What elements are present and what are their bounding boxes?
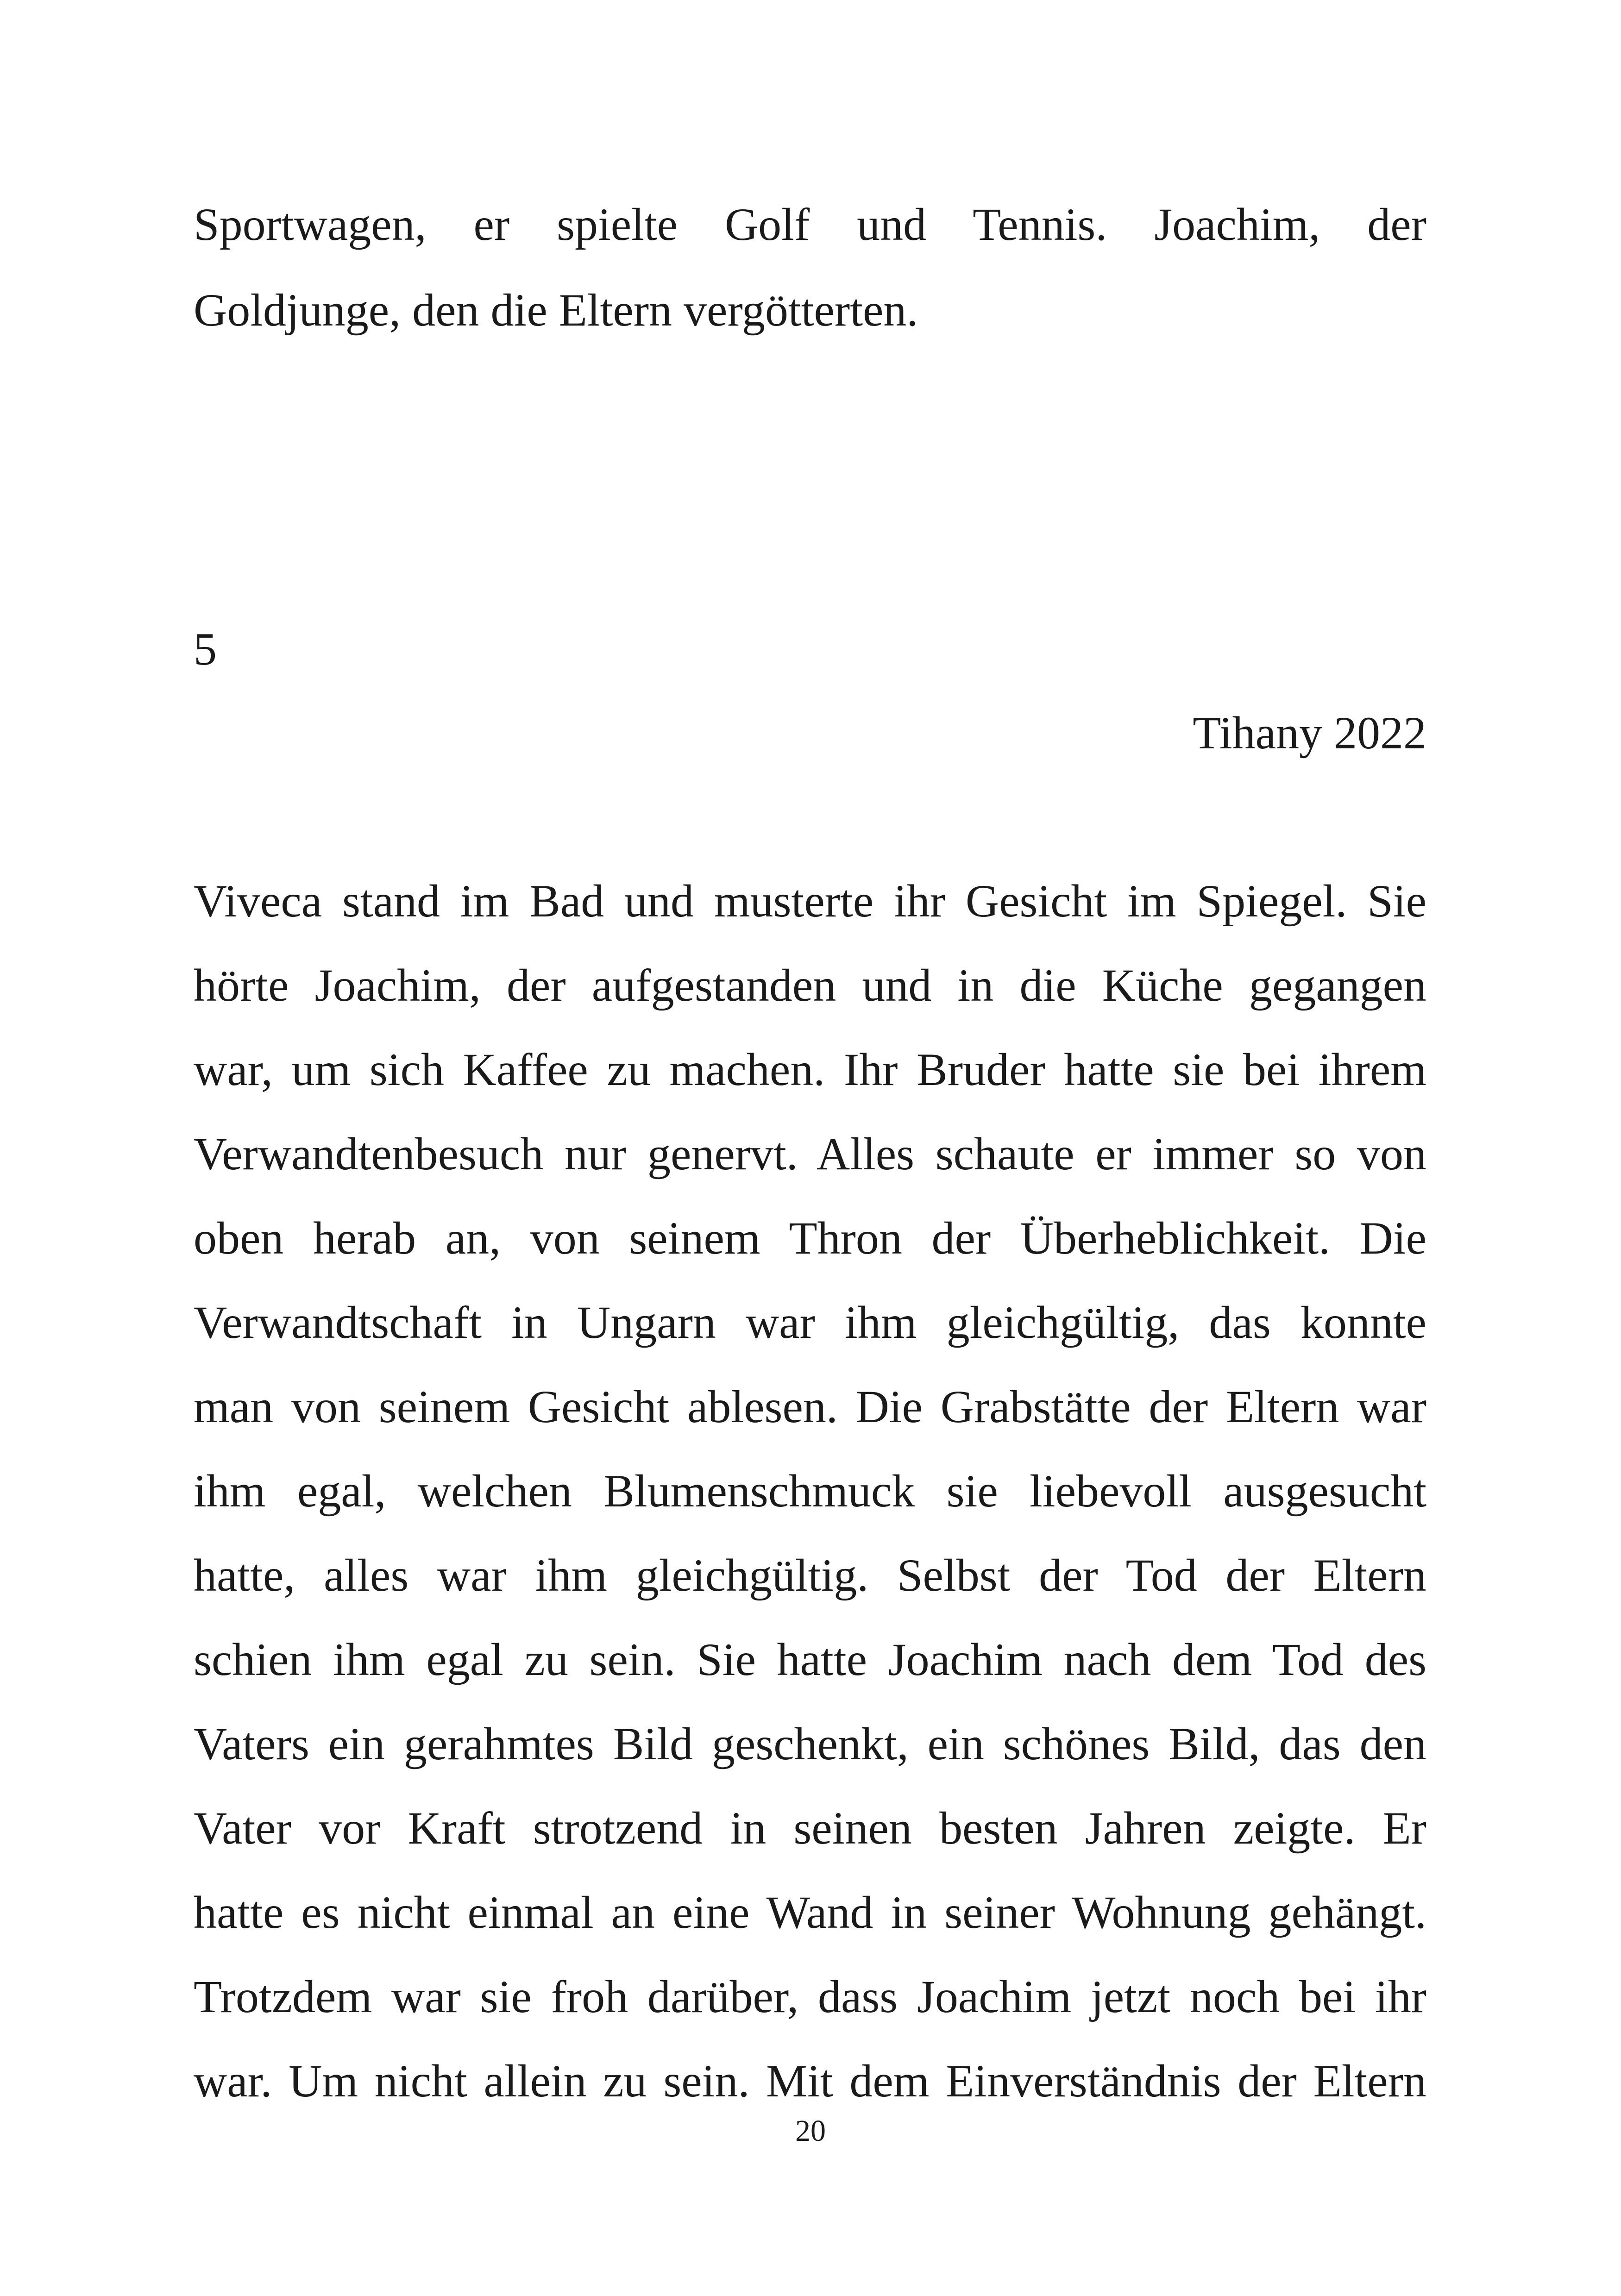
chapter-place-date: Tihany 2022: [1193, 707, 1426, 759]
text-line: hatte es nicht einmal an eine Wand in seiner Wohnung gehängt.: [194, 1887, 1426, 1938]
text-line: schien ihm egal zu sein. Sie hatte Joachim nach dem Tod des: [194, 1634, 1426, 1685]
text-line: Trotzdem war sie froh darüber, dass Joachim jetzt noch bei ihr: [194, 1971, 1426, 2022]
text-line: man von seinem Gesicht ablesen. Die Grabstätte der Eltern war: [194, 1381, 1426, 1432]
text-line: Sportwagen, er spielte Golf und Tennis. Joachim, der: [194, 199, 1426, 250]
text-line: Verwandtenbesuch nur genervt. Alles schaute er immer so von: [194, 1128, 1426, 1179]
text-line: Vaters ein gerahmtes Bild geschenkt, ein schönes Bild, das den: [194, 1718, 1426, 1769]
text-line: Goldjunge, den die Eltern vergötterten.: [194, 284, 918, 336]
text-line: ihm egal, welchen Blumenschmuck sie liebevoll ausgesucht: [194, 1465, 1426, 1517]
page-number: 20: [795, 2114, 826, 2148]
text-line: war, um sich Kaffee zu machen. Ihr Bruder hatte sie bei ihrem: [194, 1044, 1426, 1095]
text-line: oben herab an, von seinem Thron der Überheblichkeit. Die: [194, 1212, 1426, 1264]
chapter-number: 5: [194, 623, 217, 675]
text-line: Verwandtschaft in Ungarn war ihm gleichgültig, das konnte: [194, 1297, 1426, 1348]
text-line: Vater vor Kraft strotzend in seinen besten Jahren zeigte. Er: [194, 1802, 1426, 1854]
text-line: Viveca stand im Bad und musterte ihr Gesicht im Spiegel. Sie: [194, 875, 1426, 927]
text-line: hatte, alles war ihm gleichgültig. Selbst der Tod der Eltern: [194, 1549, 1426, 1601]
text-line: war. Um nicht allein zu sein. Mit dem Einverständnis der Eltern: [194, 2055, 1426, 2107]
text-line: hörte Joachim, der aufgestanden und in die Küche gegangen: [194, 960, 1426, 1011]
